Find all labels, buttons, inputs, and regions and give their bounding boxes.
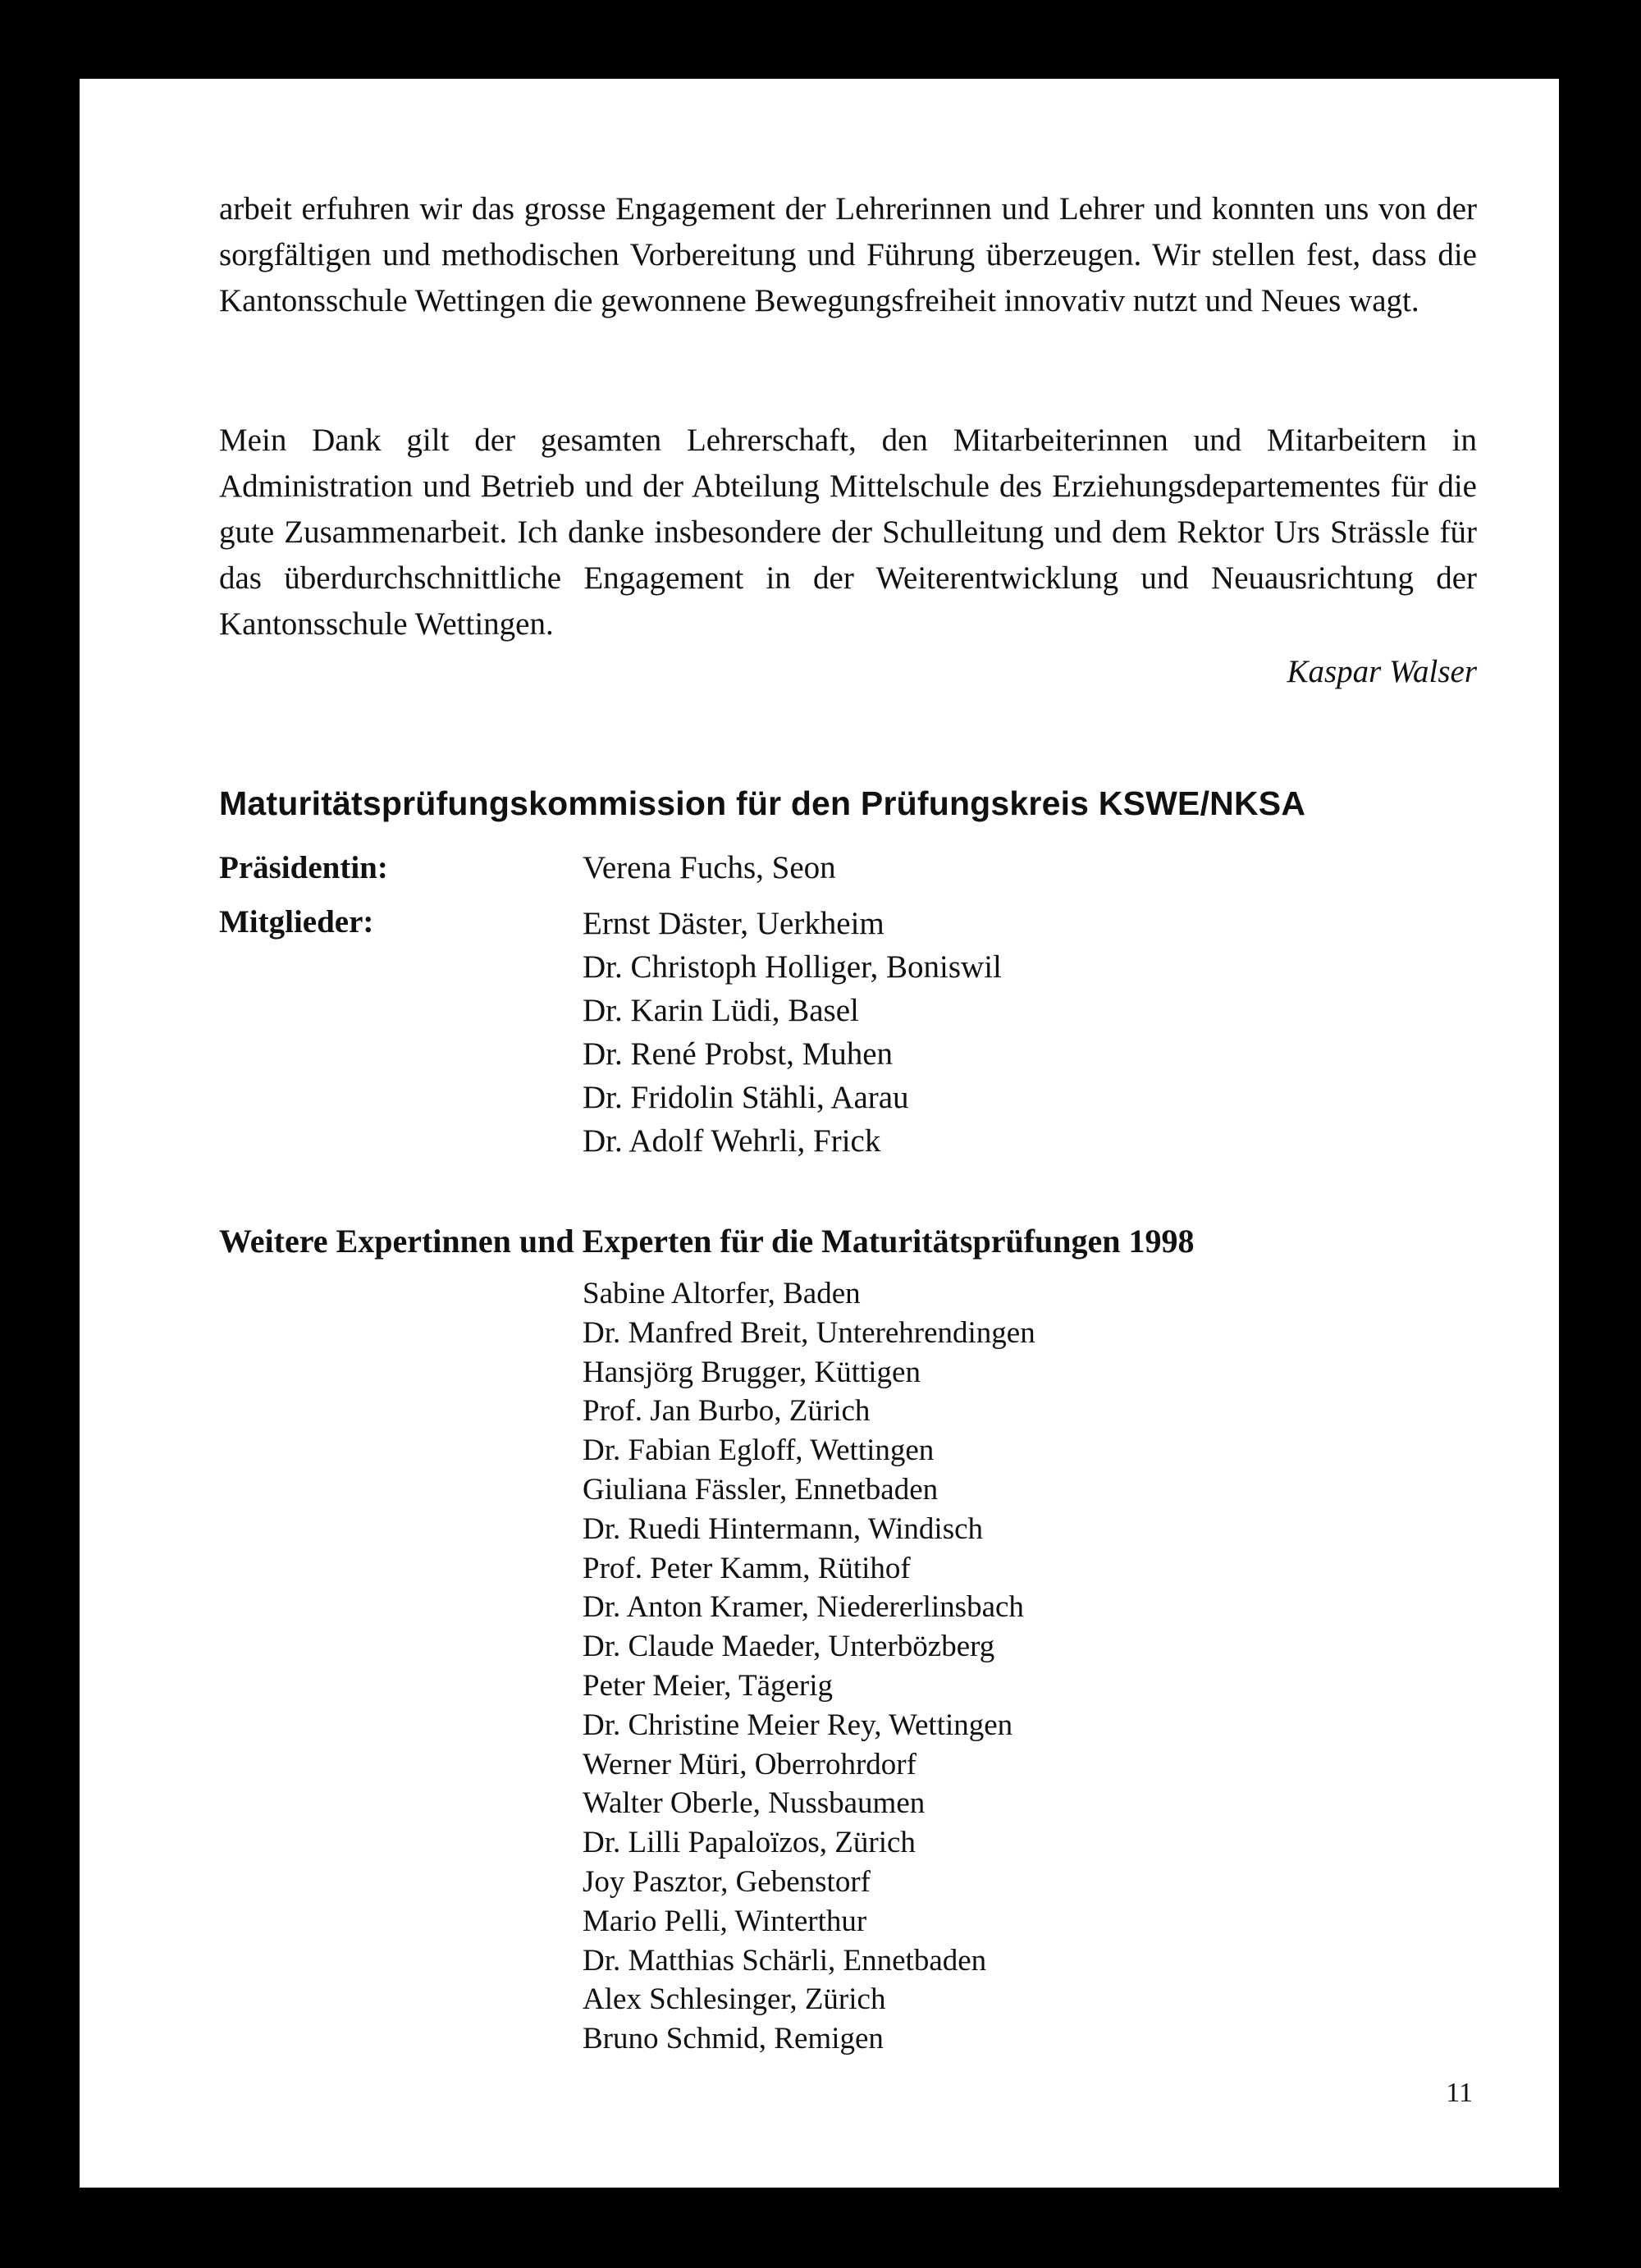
expert-item: Werner Müri, Oberrohrdorf <box>583 1747 916 1781</box>
expert-item: Walter Oberle, Nussbaumen <box>583 1786 926 1821</box>
expert-item: Sabine Altorfer, Baden <box>583 1277 861 1310</box>
member-item: Ernst Däster, Uerkheim <box>583 906 884 941</box>
expert-item: Dr. Fabian Egloff, Wettingen <box>583 1434 935 1468</box>
document-page <box>80 79 1559 2188</box>
expert-item: Dr. Claude Maeder, Unterbözberg <box>583 1630 995 1664</box>
president-name: Verena Fuchs, Seon <box>583 850 836 885</box>
expert-item: Dr. Anton Kramer, Niedererlinsbach <box>583 1590 1024 1625</box>
expert-item: Bruno Schmid, Remigen <box>583 2022 884 2056</box>
expert-item: Peter Meier, Tägerig <box>583 1668 834 1703</box>
expert-item: Giuliana Fässler, Ennetbaden <box>583 1472 939 1507</box>
member-item: Dr. René Probst, Muhen <box>583 1036 894 1072</box>
intro-paragraph: arbeit erfuhren wir das grosse Engagement der Lehrerinnen und Lehrer und konnten uns von der sorgfältigen und methodischen Vorbereitung und Führung überzeugen. Wir stellen fest, dass die Kantonsschule Wettingen die gewonnene Bewegungsfreiheit innovativ nutzt und Neues wagt. <box>219 191 1477 318</box>
expert-item: Dr. Ruedi Hintermann, Windisch <box>583 1511 984 1546</box>
expert-item: Dr. Matthias Schärli, Ennetbaden <box>583 1943 987 1978</box>
thanks-paragraph: Mein Dank gilt der gesamten Lehrerschaft, den Mitarbeiterinnen und Mitarbeitern in Administration und Betrieb und der Abteilung Mittelschule des Erziehungsdepartementes für die gute Zusammenarbeit. Ich danke insbesondere der Schulleitung und dem Rektor Urs Strässle für das überdurchschnittliche Engagement in der Weiterentwicklung und Neuausrichtung der Kantonsschule Wettingen. <box>219 423 1477 642</box>
expert-item: Mario Pelli, Winterthur <box>583 1904 867 1938</box>
member-item: Dr. Christoph Holliger, Boniswil <box>583 949 1002 985</box>
experts-list <box>583 1274 1035 2059</box>
commission-heading: Maturitätsprüfungskommission für den Prüfungskreis KSWE/NKSA <box>219 784 1306 822</box>
expert-item: Alex Schlesinger, Zürich <box>583 1982 886 2017</box>
experts-heading: Weitere Expertinnen und Experten für die Maturitätsprüfungen 1998 <box>219 1223 1195 1260</box>
page-number: 11 <box>1446 2078 1473 2108</box>
members-list <box>583 902 1002 1163</box>
expert-item: Dr. Manfred Breit, Unterehrendingen <box>583 1315 1035 1350</box>
expert-item: Dr. Lilli Papaloïzos, Zürich <box>583 1826 916 1860</box>
president-label: Präsidentin: <box>219 850 388 885</box>
expert-item: Prof. Jan Burbo, Zürich <box>583 1394 871 1429</box>
members-label: Mitglieder: <box>219 904 374 940</box>
signature: Kaspar Walser <box>1287 654 1477 689</box>
member-item: Dr. Fridolin Stähli, Aarau <box>583 1080 909 1115</box>
expert-item: Joy Pasztor, Gebenstorf <box>583 1864 871 1899</box>
member-item: Dr. Karin Lüdi, Basel <box>583 993 859 1028</box>
member-item: Dr. Adolf Wehrli, Frick <box>583 1123 881 1159</box>
expert-item: Prof. Peter Kamm, Rütihof <box>583 1551 911 1585</box>
expert-item: Dr. Christine Meier Rey, Wettingen <box>583 1708 1013 1742</box>
expert-item: Hansjörg Brugger, Küttigen <box>583 1355 921 1389</box>
